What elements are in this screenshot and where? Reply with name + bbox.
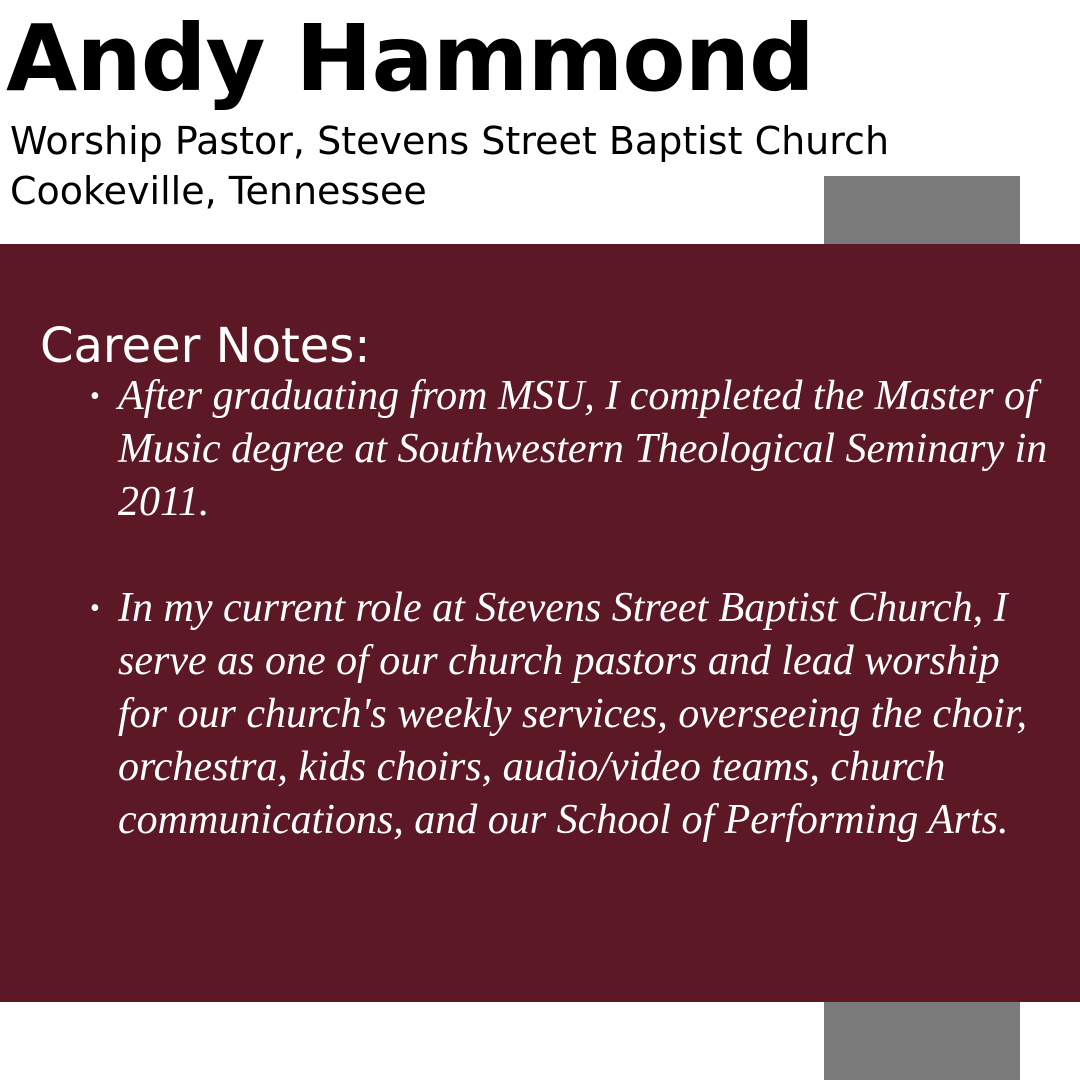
career-note-text: In my current role at Stevens Street Baptist Church, I serve as one of our church pastors and lead worship for our church's weekly services, overseeing the choir, orchestra, kids choirs, audio/video teams, church communications, and our School of Performing Arts.: [118, 585, 1028, 843]
role-line: Worship Pastor, Stevens Street Baptist Church: [10, 119, 890, 163]
bullet-icon: •: [90, 381, 100, 412]
career-note: [90, 370, 1050, 529]
subtitle: [10, 116, 889, 216]
location-line: Cookeville, Tennessee: [10, 169, 427, 213]
career-note: [90, 582, 1050, 847]
career-notes-list: [90, 370, 1050, 847]
career-notes-panel: [0, 244, 1080, 1002]
career-notes-title: Career Notes:: [40, 318, 371, 374]
bullet-icon: •: [90, 593, 100, 624]
accent-bar-bottom: [824, 1002, 1020, 1080]
career-note-text: After graduating from MSU, I completed the Master of Music degree at Southwestern Theological Seminary in 2011.: [118, 373, 1048, 525]
person-name: Andy Hammond: [6, 5, 814, 112]
